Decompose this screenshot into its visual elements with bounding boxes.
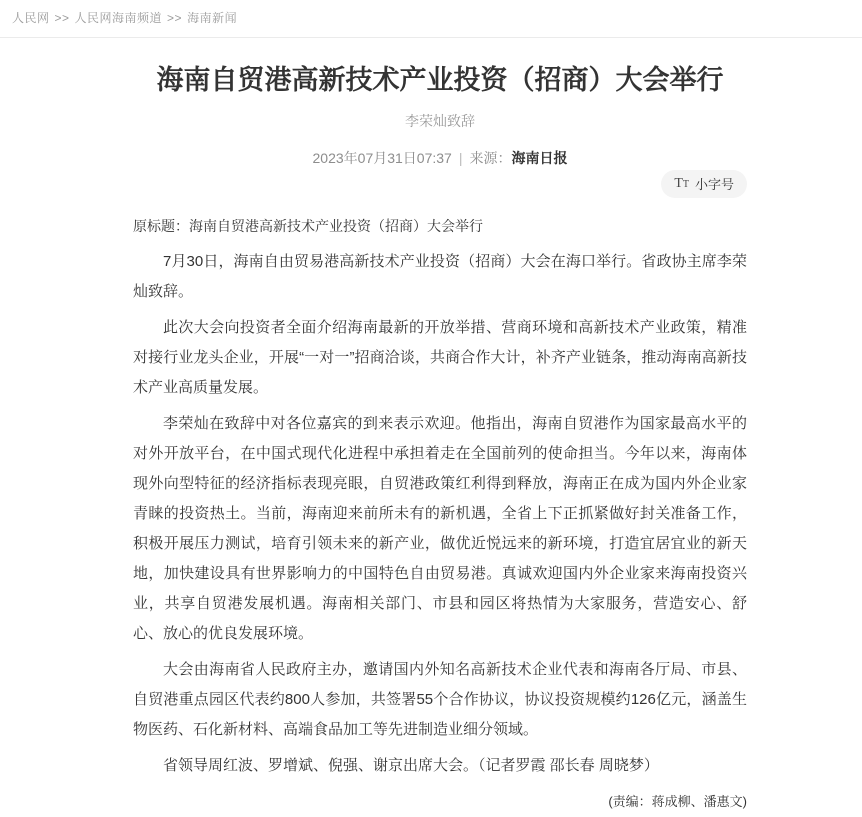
article-paragraph: 李荣灿在致辞中对各位嘉宾的到来表示欢迎。他指出，海南自贸港作为国家最高水平的对外开放平台，在中国式现代化进程中承担着走在全国前列的使命担当。今年以来，海南体现外向型特征的经济指标表现亮眼，自贸港政策红利得到释放，海南正在成为国内外企业家青睐的投资热土。当前，海南迎来前所未有的新机遇，全省上下正抓紧做好封关准备工作，积极开展压力测试，培育引领未来的新产业，做优近悦远来的新环境，打造宜居宜业的新天地，加快建设具有世界影响力的中国特色自由贸易港。真诚欢迎国内外企业家来海南投资兴业，共享自贸港发展机遇。海南相关部门、市县和园区将热情为大家服务，营造安心、舒心、放心的优良发展环境。 [133,415,747,643]
article-meta [133,148,747,168]
article-paragraph: 省领导周红波、罗增斌、倪强、谢京出席大会。（记者罗霞 邵长春 周晓梦） [163,757,659,775]
source-link[interactable]: 海南日报 [511,150,568,167]
article-paragraph: 大会由海南省人民政府主办，邀请国内外知名高新技术企业代表和海南各厅局、市县、自贸港重点园区代表约800人参加，共签署55个合作协议，协议投资规模约126亿元，涵盖生物医药、石化新材料、高端食品加工等先进制造业细分领域。 [133,661,747,739]
breadcrumb-separator: >> [54,11,70,25]
breadcrumb-item[interactable]: 人民网海南频道 [74,11,163,25]
font-size-label: 小字号 [694,177,734,193]
article-body [133,211,747,817]
breadcrumb-separator: >> [167,11,183,25]
editors-line: (责编：蒋成柳、潘惠文) [608,794,747,810]
original-title-line [133,211,747,241]
article-paragraph: 此次大会向投资者全面介绍海南最新的开放举措、营商环境和高新技术产业政策，精准对接行业龙头企业，开展“一对一”招商洽谈，共商合作大计，补齐产业链条，推动海南高新技术产业高质量发展。 [133,319,747,397]
breadcrumb-item[interactable]: 人民网 [12,11,50,25]
publish-datetime: 2023年07月31日07:37 [312,150,452,167]
breadcrumb-item[interactable]: 海南新闻 [187,11,238,25]
breadcrumb [0,0,862,38]
original-title-label: 原标题： [133,218,189,235]
article-title: 海南自贸港高新技术产业投资（招商）大会举行 [156,65,724,95]
article-toolbar [133,170,747,198]
article [133,64,747,817]
source-label: 来源： [469,150,512,167]
font-size-icon: TT [674,176,689,192]
meta-separator: | [458,150,463,167]
paragraphs [133,247,747,781]
font-size-button[interactable] [661,170,747,198]
article-subtitle: 李荣灿致辞 [405,113,475,130]
article-paragraph: 7月30日，海南自由贸易港高新技术产业投资（招商）大会在海口举行。省政协主席李荣灿致辞。 [133,253,747,301]
original-title-text: 海南自贸港高新技术产业投资（招商）大会举行 [189,218,483,235]
